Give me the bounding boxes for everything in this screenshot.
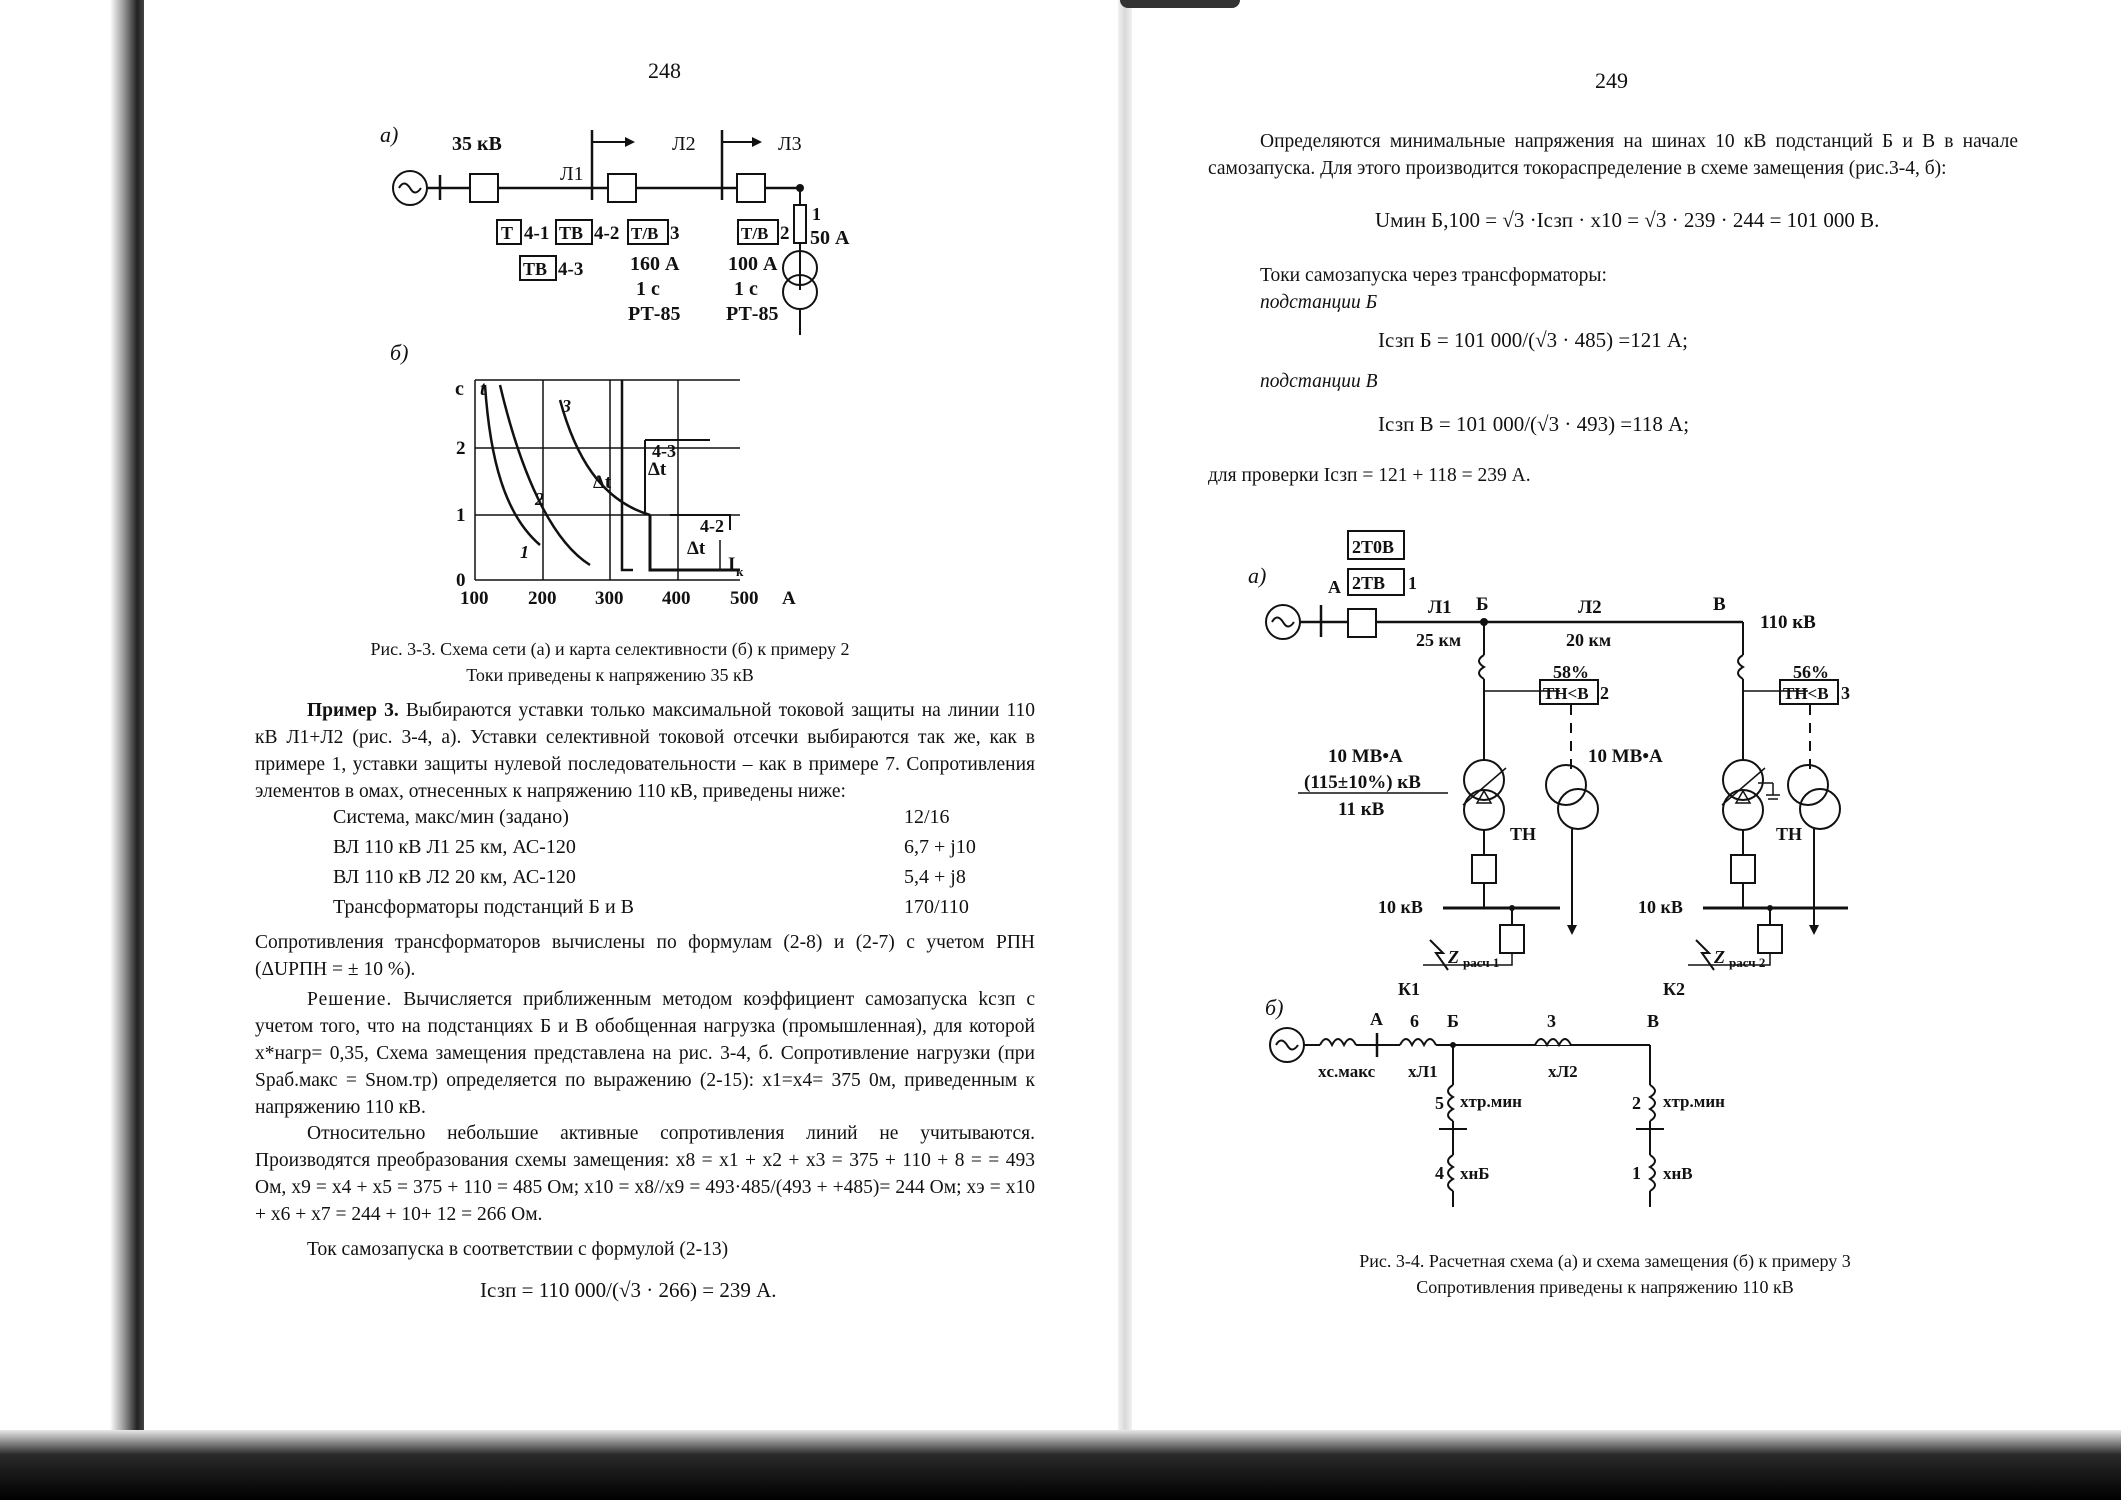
- svg-text:25 км: 25 км: [1416, 630, 1462, 650]
- svg-text:расч 1: расч 1: [1463, 955, 1500, 970]
- label-substation-v: подстанции В: [1260, 371, 1378, 392]
- svg-text:2: 2: [456, 438, 466, 459]
- right-page: [1130, 0, 2120, 1420]
- svg-text:а): а): [1248, 563, 1267, 588]
- svg-text:Б: Б: [1476, 594, 1489, 615]
- svg-text:2: 2: [1600, 683, 1609, 703]
- svg-text:Z: Z: [1448, 947, 1459, 967]
- svg-text:58%: 58%: [1553, 662, 1589, 682]
- svg-text:300: 300: [595, 588, 624, 609]
- svg-text:1: 1: [1632, 1163, 1641, 1183]
- formula-isz-b: Iсзп Б = 101 000/(√3 · 485) =121 А;: [1378, 328, 1688, 352]
- paragraph-transformer-resistances: Сопротивления трансформаторов вычислены по формулам (2-8) и (2-7) с учетом РПН (ΔUРПН = ± 10 %).: [255, 932, 1035, 980]
- page-number: 248: [648, 58, 681, 83]
- svg-text:расч 2: расч 2: [1729, 955, 1766, 970]
- svg-text:xтр.мин: xтр.мин: [1663, 1092, 1725, 1111]
- line-l1: Л1: [560, 163, 584, 185]
- svg-text:I: I: [728, 554, 736, 575]
- svg-text:10 кВ: 10 кВ: [1638, 897, 1683, 917]
- svg-text:ТН<В: ТН<В: [1543, 684, 1589, 703]
- page-number: 249: [1595, 68, 1628, 93]
- voltage-label: 35 кВ: [452, 133, 502, 155]
- svg-text:ТВ: ТВ: [559, 223, 584, 243]
- svg-text:2T0B: 2T0B: [1352, 537, 1395, 557]
- svg-text:10 МВ•А: 10 МВ•А: [1588, 746, 1663, 767]
- svg-text:В: В: [1647, 1011, 1660, 1031]
- svg-text:2: 2: [535, 489, 544, 509]
- svg-text:3: 3: [1841, 683, 1850, 703]
- svg-text:xнБ: xнБ: [1460, 1164, 1490, 1183]
- svg-text:А: А: [782, 588, 796, 609]
- svg-text:Δt: Δt: [593, 472, 612, 493]
- svg-text:Л1: Л1: [1428, 597, 1452, 618]
- svg-text:2: 2: [1632, 1093, 1641, 1113]
- svg-text:В: В: [1713, 594, 1726, 615]
- curve-1: [485, 385, 540, 545]
- svg-text:1 с: 1 с: [734, 278, 758, 300]
- svg-text:6: 6: [1410, 1011, 1419, 1031]
- svg-text:t: t: [480, 378, 486, 400]
- svg-text:РТ-85: РТ-85: [726, 303, 779, 325]
- svg-text:3: 3: [1547, 1011, 1556, 1031]
- line-l3: Л3: [778, 133, 802, 155]
- svg-text:б): б): [1265, 995, 1284, 1020]
- paragraph-check: для проверки Iсзп = 121 + 118 = 239 А.: [1208, 465, 1531, 486]
- svg-text:Б: Б: [1447, 1011, 1459, 1031]
- svg-text:10 МВ•А: 10 МВ•А: [1328, 746, 1403, 767]
- svg-text:Δt: Δt: [648, 459, 667, 480]
- figure-3-4b-equivalent-circuit: [1265, 995, 1785, 1210]
- breaker-2: [608, 174, 636, 202]
- breaker-1: [470, 174, 498, 202]
- fig-label-a: а): [380, 122, 399, 147]
- svg-text:к: к: [736, 564, 744, 579]
- svg-text:4-2: 4-2: [700, 516, 724, 536]
- svg-text:0: 0: [456, 570, 466, 591]
- svg-text:б): б): [390, 340, 409, 365]
- breaker: [1348, 609, 1376, 637]
- svg-text:1: 1: [456, 505, 466, 526]
- svg-text:4-3: 4-3: [652, 441, 676, 461]
- svg-text:Л2: Л2: [1578, 597, 1602, 618]
- svg-text:Т/В: Т/В: [631, 224, 659, 243]
- svg-text:4-2: 4-2: [594, 223, 620, 244]
- line-l2: Л2: [672, 133, 696, 155]
- example-3-text: Пример 3. Выбираются уставки только максимальной токовой защиты на линии 110 кВ Л1+Л2 (рис. 3-4, а). Уставки селективной токовой отсечки выбираются так же, как в примере 1, уставки защиты нулевой последовательности – как в примере 7. Сопротивления элементов в омах, отнесенных к напряжению 110 кВ, приведены ниже:: [255, 700, 1036, 802]
- svg-text:(115±10%) кВ: (115±10%) кВ: [1304, 772, 1421, 793]
- scan-bottom-edge: [0, 1430, 2121, 1500]
- figure-caption-3-3: Рис. 3-3. Схема сети (а) и карта селективности (б) к примеру 2 Токи приведены к напряжению 35 кВ: [370, 639, 850, 685]
- paragraph-min-voltages: Определяются минимальные напряжения на шинах 10 кВ подстанций Б и В в начале самозапуска. Для этого производится токораспределение в схеме замещения (рис.3-4, б):: [1208, 131, 2018, 179]
- figure-3-3b-selectivity-map: [390, 340, 796, 610]
- svg-text:56%: 56%: [1793, 662, 1829, 682]
- figure-3-3a-network-scheme: [380, 120, 900, 350]
- paragraph-solution: Решение. Вычисляется приближенным методом коэффициент самозапуска kсзп с учетом того, что на подстанциях Б и В обобщенная нагрузка (промышленная), для которой x*нагр= 0,35, Схема замещения представлена на рис. 3-4, б. Сопротивление нагрузки (при Sраб.макс = Sном.тр) определяется по выражению (2-15): x1=x4= 375 0м, приведенным к напряжению 110 кВ.: [255, 989, 1036, 1118]
- formula-isz-v: Iсзп В = 101 000/(√3 · 493) =118 А;: [1378, 412, 1690, 436]
- svg-text:ТН<В: ТН<В: [1783, 684, 1829, 703]
- svg-text:ТВ: ТВ: [523, 259, 548, 279]
- svg-text:11 кВ: 11 кВ: [1338, 799, 1385, 820]
- fuse: [794, 205, 806, 243]
- svg-text:1 с: 1 с: [636, 278, 660, 300]
- svg-text:1: 1: [812, 204, 821, 224]
- svg-text:5: 5: [1435, 1093, 1444, 1113]
- svg-text:110 кВ: 110 кВ: [1760, 612, 1816, 633]
- formula-umin: Uмин Б,100 = √3 ·Iсзп · x10 = √3 · 239 · 244 = 101 000 В.: [1375, 208, 1880, 232]
- svg-text:Т: Т: [501, 223, 514, 243]
- svg-text:А: А: [1370, 1009, 1383, 1029]
- svg-text:xнВ: xнВ: [1663, 1164, 1693, 1183]
- svg-text:2ТВ: 2ТВ: [1352, 573, 1386, 593]
- svg-text:50 А: 50 А: [810, 227, 850, 249]
- svg-text:xЛ2: xЛ2: [1548, 1062, 1578, 1081]
- svg-text:xтр.мин: xтр.мин: [1460, 1092, 1522, 1111]
- svg-text:3: 3: [562, 396, 571, 416]
- figure-3-4a-calculation-scheme: [1248, 525, 1888, 1000]
- svg-text:200: 200: [528, 588, 557, 609]
- svg-text:К1: К1: [1398, 979, 1421, 999]
- svg-text:3: 3: [670, 223, 680, 244]
- svg-text:А: А: [1328, 577, 1341, 597]
- book-spine: [110, 0, 144, 1440]
- formula-isz: Iсзп = 110 000/(√3 · 266) = 239 А.: [480, 1278, 777, 1302]
- svg-text:500: 500: [730, 588, 759, 609]
- breaker-3: [737, 174, 765, 202]
- paragraph-currents: Токи самозапуска через трансформаторы: подстанции Б: [1260, 265, 1607, 313]
- svg-text:1: 1: [520, 542, 529, 562]
- curve-3: [560, 400, 650, 515]
- svg-text:Т/В: Т/В: [741, 224, 769, 243]
- svg-text:100: 100: [460, 588, 489, 609]
- left-page: 248 а) 35 кВ Л1 Л2 Л3 1 50 А Т 4-1 ТВ 4-2 Т/В 3 Т/В 2 ТВ 4-3 160 А 1 с РТ-85 100 А 1 с РТ-85 б) с t 0 1 2 100 200 300 400 500 А 1 2 3 4-3 4-2 Δt Δt Δt I к Рис. 3-3. Схема сети (а) и карта селективности (б) к примеру 2 Токи приведены к напряжению 35 кВ Пример 3. Выбираются уставки только максимальной токовой защиты на линии 110 кВ Л1+Л2 (рис. 3-4, а). Уставки селективной токовой отсечки выбираются так же, как в примере 1, уставки защиты нулевой последовательности – как в примере 7. Сопротивления элементов в омах, отнесенных к напряжению 110 кВ, приведены ниже: Система, макс/мин (задано) 12/16 ВЛ 110 кВ Л1 25 км, АС-120 6,7 + j10 ВЛ 110 кВ Л2 20 км, АС-120 5,4 + j8 Трансформаторы подстанций Б и В 170/110 Сопротивления трансформаторов вычислены по формулам (2-8) и (2-7) с учетом РПН (ΔUРПН = ± 10 %). Решение. Вычисляется приближенным методом коэффициент самозапуска kсзп с учетом того, что на подстанциях Б и В обобщенная нагрузка (промышленная), для которой x*нагр= 0,35, Схема замещения представлена на рис. 3-4, б. Сопротивление нагрузки (при Sраб.макс = Sном.тр) определяется по выражению (2-15): x1=x4= 375 0м, приведенным к напряжению 110 кВ. Относительно небольшие активные сопротивления линий не учитываются. Производятся преобразования схемы замещения: x8 = x1 + x2 + x3 = 375 + 110 + 8 = = 493 Ом, x9 = x4 + x5 = 375 + 110 = 485 Ом; x10 = x8//x9 = 493·485/(493 + +485)= 244 Ом; xэ = x10 + x6 + x7 = 244 + 10+ 12 = 266 Ом. Ток самозапуска в соответствии с формулой (2-13) Iсзп = 110 000/(√3 · 266) = 239 А.: [255, 58, 1036, 1302]
- paragraph-self-start-current: Ток самозапуска в соответствии с формулой (2-13): [307, 1239, 729, 1260]
- svg-text:ТН: ТН: [1776, 824, 1803, 844]
- svg-text:4-3: 4-3: [558, 259, 584, 280]
- svg-text:1: 1: [1408, 573, 1417, 593]
- svg-text:4: 4: [1435, 1163, 1444, 1183]
- figure-caption-3-4: Рис. 3-4. Расчетная схема (а) и схема замещения (б) к примеру 3 Сопротивления приведены к напряжению 110 кВ: [1359, 1251, 1851, 1297]
- svg-text:Z: Z: [1714, 947, 1725, 967]
- svg-text:РТ-85: РТ-85: [628, 303, 681, 325]
- svg-text:xЛ1: xЛ1: [1408, 1062, 1438, 1081]
- svg-text:с: с: [455, 378, 464, 400]
- svg-text:К2: К2: [1663, 979, 1686, 999]
- svg-text:160 А: 160 А: [630, 253, 680, 275]
- svg-text:Δt: Δt: [687, 538, 706, 559]
- svg-text:ТН: ТН: [1510, 824, 1537, 844]
- curve-2: [500, 385, 590, 565]
- svg-text:400: 400: [662, 588, 691, 609]
- svg-text:20 км: 20 км: [1566, 630, 1612, 650]
- svg-text:2: 2: [780, 223, 790, 244]
- svg-text:10 кВ: 10 кВ: [1378, 897, 1423, 917]
- svg-text:xс.макс: xс.макс: [1318, 1062, 1376, 1081]
- paragraph-transformations: Относительно небольшие активные сопротивления линий не учитываются. Производятся преобразования схемы замещения: x8 = x1 + x2 + x3 = 375 + 110 + 8 = = 493 Ом, x9 = x4 + x5 = 375 + 110 = 485 Ом; x10 = x8//x9 = 493·485/(493 + +485)= 244 Ом; xэ = x10 + x6 + x7 = 244 + 10+ 12 = 266 Ом.: [255, 1123, 1035, 1225]
- svg-text:4-1: 4-1: [524, 223, 550, 244]
- svg-text:100 А: 100 А: [728, 253, 778, 275]
